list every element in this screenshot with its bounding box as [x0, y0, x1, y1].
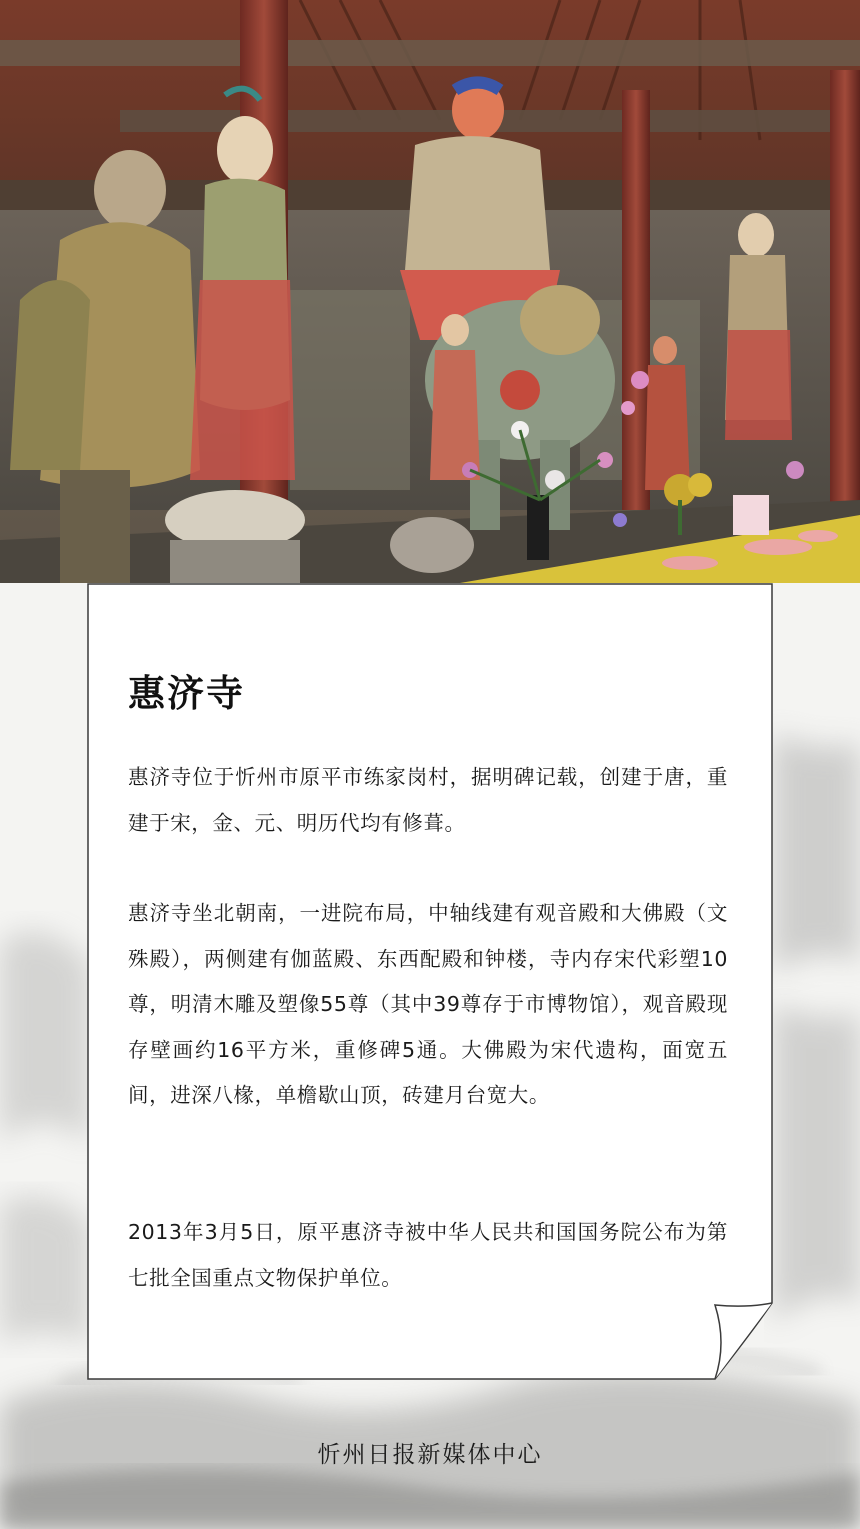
article-paragraph-2: 惠济寺坐北朝南，一进院布局，中轴线建有观音殿和大佛殿（文殊殿），两侧建有伽蓝殿、东西配殿和钟楼，寺内存宋代彩塑10尊，明清木雕及塑像55尊（其中39尊存于市博物馆），观音殿现存壁画约16平方米，重修碑5通。大佛殿为宋代遗构，面宽五间，进深八椽，单檐歇山顶，砖建月台宽大。: [128, 901, 728, 1107]
article-paragraph-1: 惠济寺位于忻州市原平市练家岗村，据明碑记载，创建于唐，重建于宋，金、元、明历代均有修葺。: [128, 765, 728, 835]
article-paragraph-3: 2013年3月5日，原平惠济寺被中华人民共和国国务院公布为第七批全国重点文物保护单位。: [128, 1220, 728, 1290]
temple-statues-illustration: [0, 0, 860, 583]
article-title: 惠济寺: [128, 672, 245, 715]
publisher-footer: 忻州日报新媒体中心: [317, 1442, 543, 1468]
temple-statues-photo: [0, 0, 860, 583]
article-card: [87, 583, 773, 1380]
